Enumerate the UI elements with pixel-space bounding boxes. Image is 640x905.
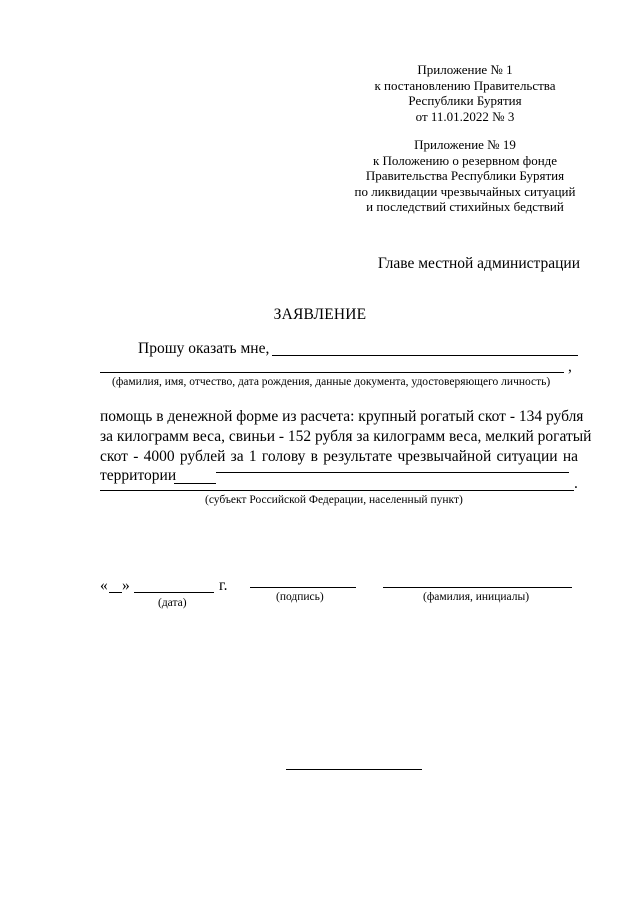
applicant-field-comma: , [568, 358, 572, 375]
name-initials-caption: (фамилия, инициалы) [423, 591, 530, 603]
date-day-field[interactable] [109, 592, 122, 593]
date-month-field[interactable] [134, 592, 214, 593]
addressee: Главе местной администрации [377, 255, 580, 272]
signature-caption: (подпись) [276, 591, 324, 603]
body-line-3: скот - 4000 рублей за 1 голову в результате чрезвычайной ситуации на [100, 448, 578, 465]
applicant-field-2[interactable] [398, 355, 578, 356]
applicant-field-3[interactable] [100, 372, 564, 373]
annex-19-block [340, 137, 590, 215]
territory-field-1[interactable] [216, 472, 569, 473]
closing-separator-line [286, 769, 422, 770]
territory-label: территории [100, 467, 177, 484]
signature-field[interactable] [250, 587, 356, 588]
body-line-2: за килограмм веса, свиньи - 152 рубля за килограмм веса, мелкий рогатый [100, 428, 592, 445]
date-year-suffix: г. [219, 577, 228, 594]
date-quote-close: » [122, 577, 130, 594]
annex-19-line-3: Правительства Республики Бурятия [365, 168, 565, 184]
applicant-field-1[interactable] [272, 355, 398, 356]
date-caption: (дата) [158, 597, 187, 609]
territory-field-short[interactable] [174, 483, 216, 484]
annex-1-line-1: Приложение № 1 [417, 62, 513, 77]
request-lead-text: Прошу оказать мне, [138, 340, 270, 357]
annex-19-line-5: и последствий стихийных бедствий [366, 199, 564, 215]
date-quote-open: « [100, 577, 108, 594]
applicant-field-caption: (фамилия, имя, отчество, дата рождения, данные документа, удостоверяющего личность) [112, 376, 551, 388]
document-title: ЗАЯВЛЕНИЕ [273, 306, 367, 323]
annex-1-block [340, 62, 590, 124]
annex-19-line-2: к Положению о резервном фонде [372, 152, 558, 168]
assistance-body-text [100, 407, 592, 467]
territory-field-period: . [574, 475, 578, 492]
annex-19-line-1: Приложение № 19 [414, 137, 516, 152]
name-initials-field[interactable] [383, 587, 572, 588]
annex-1-line-2: к постановлению Правительства [374, 77, 556, 93]
territory-field-caption: (субъект Российской Федерации, населенный пункт) [205, 494, 463, 506]
annex-1-line-4: от 11.01.2022 № 3 [415, 108, 515, 124]
territory-field-2[interactable] [100, 490, 574, 491]
annex-1-line-3: Республики Бурятия [408, 93, 522, 109]
body-line-1: помощь в денежной форме из расчета: крупный рогатый скот - 134 рубля [100, 408, 584, 425]
annex-19-line-4: по ликвидации чрезвычайных ситуаций [354, 183, 576, 199]
